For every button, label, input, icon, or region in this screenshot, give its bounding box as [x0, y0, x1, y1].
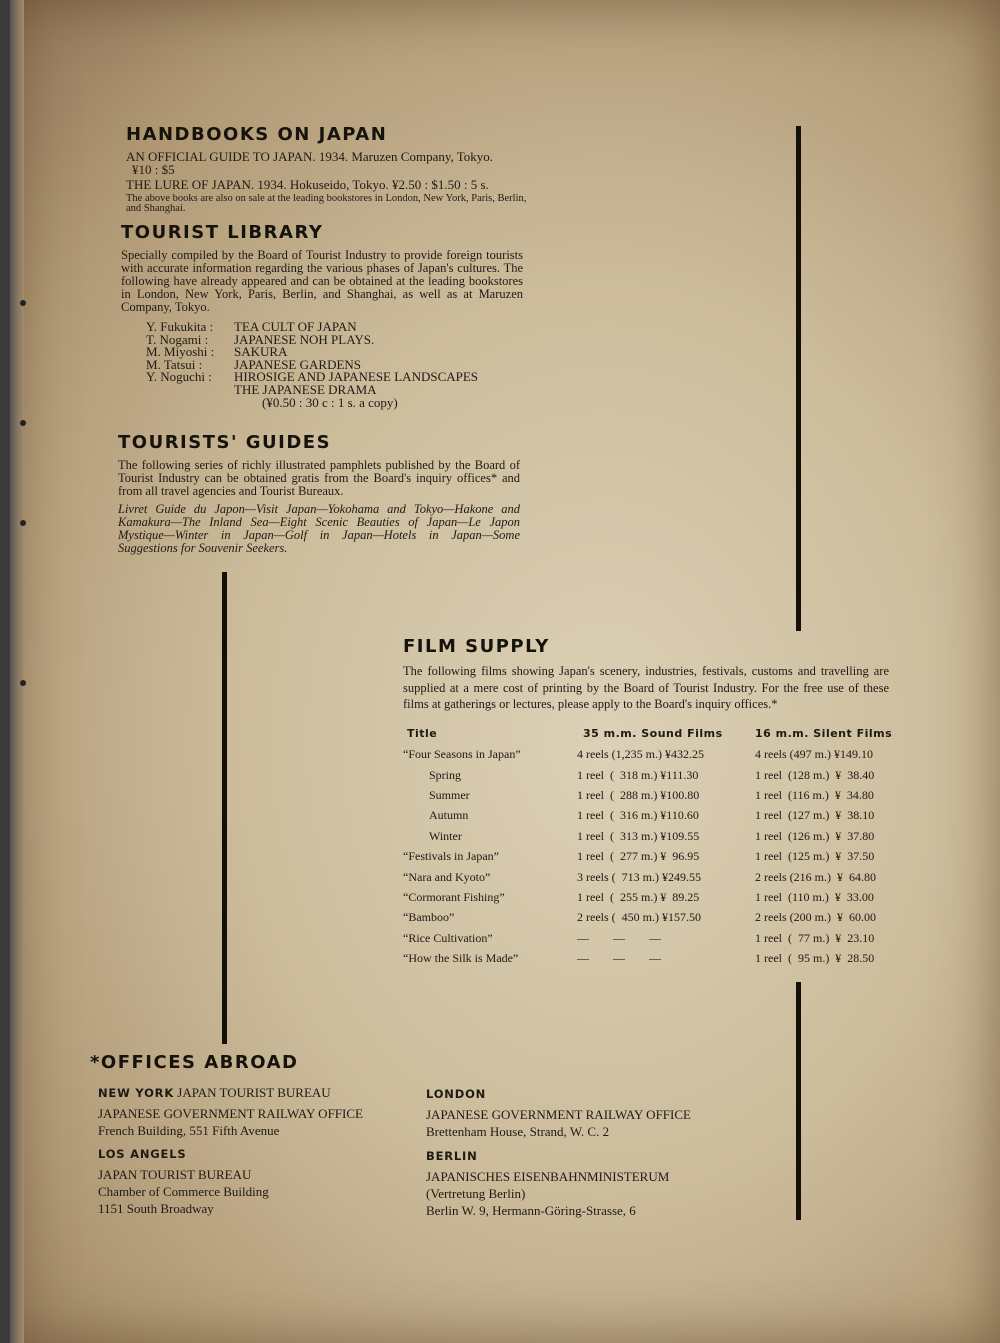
- office-city: LOS ANGELS: [98, 1147, 187, 1161]
- table-cell-title: “Rice Cultivation”: [403, 930, 493, 945]
- table-cell-silent: 2 reels (200 m.) ¥ 60.00: [755, 910, 876, 925]
- office-line: JAPANISCHES EISENBAHNMINISTERUM: [426, 1169, 670, 1184]
- section-heading: TOURIST LIBRARY: [121, 222, 324, 243]
- table-cell-sound: 3 reels ( 713 m.) ¥249.55: [577, 869, 701, 884]
- table-row: [403, 908, 899, 928]
- table-cell-title: “Bamboo”: [403, 910, 455, 925]
- table-cell-title: Autumn: [429, 808, 469, 823]
- handbook-note: The above books are also on sale at the leading bookstores in London, New York, Paris, Berlin, and Shanghai.: [126, 193, 527, 214]
- handbooks-section: [126, 124, 536, 214]
- office-city: NEW YORK: [98, 1086, 175, 1100]
- table-cell-title: “Four Seasons in Japan”: [403, 747, 521, 762]
- table-cell-title: Summer: [429, 787, 470, 802]
- vertical-rule: [796, 126, 801, 631]
- table-row: [403, 785, 899, 805]
- column-header: 35 m.m. Sound Films: [583, 727, 723, 740]
- table-cell-silent: 1 reel ( 77 m.) ¥ 23.10: [755, 930, 875, 945]
- section-heading: FILM SUPPLY: [403, 636, 550, 657]
- table-cell-silent: 1 reel (110 m.) ¥ 33.00: [755, 889, 874, 904]
- table-row: [403, 887, 899, 907]
- office-name: JAPAN TOURIST BUREAU: [177, 1085, 331, 1100]
- vertical-rule: [796, 982, 801, 1220]
- office-line: French Building, 551 Fifth Avenue: [98, 1123, 280, 1138]
- library-section: [121, 222, 523, 410]
- table-cell-sound: 1 reel ( 288 m.) ¥100.80: [577, 787, 700, 802]
- table-cell-silent: 1 reel (126 m.) ¥ 37.80: [755, 828, 875, 843]
- binding-stitch: [20, 680, 26, 686]
- office-line: JAPANESE GOVERNMENT RAILWAY OFFICE: [98, 1106, 363, 1121]
- table-cell-sound: — — —: [577, 951, 661, 966]
- column-header: 16 m.m. Silent Films: [755, 727, 893, 740]
- section-heading: HANDBOOKS ON JAPAN: [126, 124, 388, 145]
- list-item: M. Tatsui : JAPANESE GARDENS: [146, 356, 362, 372]
- table-cell-sound: 1 reel ( 255 m.) ¥ 89.25: [577, 889, 700, 904]
- table-row: [403, 867, 899, 887]
- list-item: Y. Noguchi : HIROSIGE AND JAPANESE LANDSCAPES: [146, 369, 479, 384]
- library-intro: Specially compiled by the Board of Tourist Industry to provide foreign tourists with accurate information regarding the various phases of Japan's cultures. The following have already appeared and can be obtained at the leading bookstores in London, New York, Paris, Berlin, and Shanghai, as well as at Maruzen Company, Tokyo.: [121, 248, 523, 314]
- table-row: [403, 846, 899, 866]
- table-cell-silent: 2 reels (216 m.) ¥ 64.80: [755, 869, 876, 884]
- table-cell-sound: 1 reel ( 316 m.) ¥110.60: [577, 808, 699, 823]
- section-heading: *OFFICES ABROAD: [90, 1052, 299, 1073]
- binding-stitch: [20, 420, 26, 426]
- guides-list: Livret Guide du Japon—Visit Japan—Yokohama and Tokyo—Hakone and Kamakura—The Inland Sea—Eight Scenic Beauties of Japan—Le Japon Mystique—Winter in Japan—Golf in Japan—Hotels in Japan—Some Suggestions for Souvenir Seekers.: [118, 502, 520, 555]
- table-cell-sound: 1 reel ( 313 m.) ¥109.55: [577, 828, 700, 843]
- table-cell-sound: 2 reels ( 450 m.) ¥157.50: [577, 910, 701, 925]
- table-cell-title: “Nara and Kyoto”: [403, 869, 491, 884]
- office-los-angeles: [98, 1146, 418, 1217]
- list-item: THE JAPANESE DRAMA: [234, 381, 377, 397]
- binding-stitch: [20, 300, 26, 306]
- table-cell-title: “How the Silk is Made”: [403, 951, 519, 966]
- guides-section: [118, 432, 520, 555]
- offices-section: [90, 1052, 770, 1073]
- handbook-entry: THE LURE OF JAPAN. 1934. Hokuseido, Tokyo. ¥2.50 : $1.50 : 5 s.: [126, 177, 489, 192]
- vertical-rule: [222, 572, 227, 1044]
- table-row: [403, 826, 899, 846]
- table-row: [403, 745, 899, 765]
- office-london: [426, 1086, 766, 1140]
- film-section: [403, 636, 893, 969]
- table-cell-sound: — — —: [577, 930, 661, 945]
- table-cell-silent: 4 reels (497 m.) ¥149.10: [755, 747, 873, 762]
- office-new-york: [98, 1084, 418, 1139]
- table-cell-title: Spring: [429, 767, 462, 782]
- office-line: Berlin W. 9, Hermann-Göring-Strasse, 6: [426, 1203, 636, 1218]
- column-header: Title: [407, 727, 438, 740]
- table-cell-sound: 1 reel ( 277 m.) ¥ 96.95: [577, 849, 700, 864]
- table-header: [403, 723, 899, 745]
- table-cell-title: “Festivals in Japan”: [403, 849, 499, 864]
- table-row: [403, 948, 899, 968]
- handbook-entry: AN OFFICIAL GUIDE TO JAPAN. 1934. Maruzen Company, Tokyo.: [126, 149, 494, 164]
- book-spine: [10, 0, 24, 1343]
- office-berlin: [426, 1148, 766, 1219]
- handbook-price: ¥10 : $5: [132, 162, 175, 177]
- table-row: [403, 765, 899, 785]
- table-cell-sound: 4 reels (1,235 m.) ¥432.25: [577, 747, 704, 762]
- guides-intro: The following series of richly illustrated pamphlets published by the Board of Tourist Industry can be obtained gratis from the Board's inquiry offices* and from all travel agencies and Tourist Bureaux.: [118, 458, 520, 498]
- table-cell-title: Winter: [429, 828, 462, 843]
- film-table: [403, 723, 899, 969]
- book-list: [121, 321, 523, 410]
- office-city: BERLIN: [426, 1149, 478, 1163]
- table-cell-sound: 1 reel ( 318 m.) ¥111.30: [577, 767, 699, 782]
- table-row: [403, 928, 899, 948]
- library-price: (¥0.50 : 30 c : 1 s. a copy): [262, 395, 398, 410]
- film-intro: The following films showing Japan's scenery, industries, festivals, customs and travelling are supplied at a mere cost of printing by the Board of Tourist Industry. For the free use of these films at gatherings or lectures, please apply to the Board's inquiry offices.*: [403, 664, 889, 711]
- office-line: (Vertretung Berlin): [426, 1186, 526, 1201]
- office-city: LONDON: [426, 1087, 487, 1101]
- table-cell-silent: 1 reel (127 m.) ¥ 38.10: [755, 808, 875, 823]
- section-heading: TOURISTS' GUIDES: [118, 432, 332, 453]
- office-line: 1151 South Broadway: [98, 1201, 214, 1216]
- table-cell-silent: 1 reel ( 95 m.) ¥ 28.50: [755, 951, 875, 966]
- list-item: M. Miyoshi : SAKURA: [146, 344, 288, 359]
- table-cell-silent: 1 reel (125 m.) ¥ 37.50: [755, 849, 875, 864]
- office-line: JAPANESE GOVERNMENT RAILWAY OFFICE: [426, 1107, 691, 1122]
- office-line: Chamber of Commerce Building: [98, 1184, 269, 1199]
- table-row: [403, 806, 899, 826]
- table-cell-silent: 1 reel (128 m.) ¥ 38.40: [755, 767, 875, 782]
- office-line: JAPAN TOURIST BUREAU: [98, 1167, 252, 1182]
- page: [10, 0, 1000, 1343]
- binding-stitch: [20, 520, 26, 526]
- table-cell-silent: 1 reel (116 m.) ¥ 34.80: [755, 787, 874, 802]
- table-cell-title: “Cormorant Fishing”: [403, 889, 505, 904]
- list-item: Y. Fukukita : TEA CULT OF JAPAN: [146, 319, 357, 334]
- list-item: T. Nogami : JAPANESE NOH PLAYS.: [146, 331, 375, 347]
- office-line: Brettenham House, Strand, W. C. 2: [426, 1124, 610, 1139]
